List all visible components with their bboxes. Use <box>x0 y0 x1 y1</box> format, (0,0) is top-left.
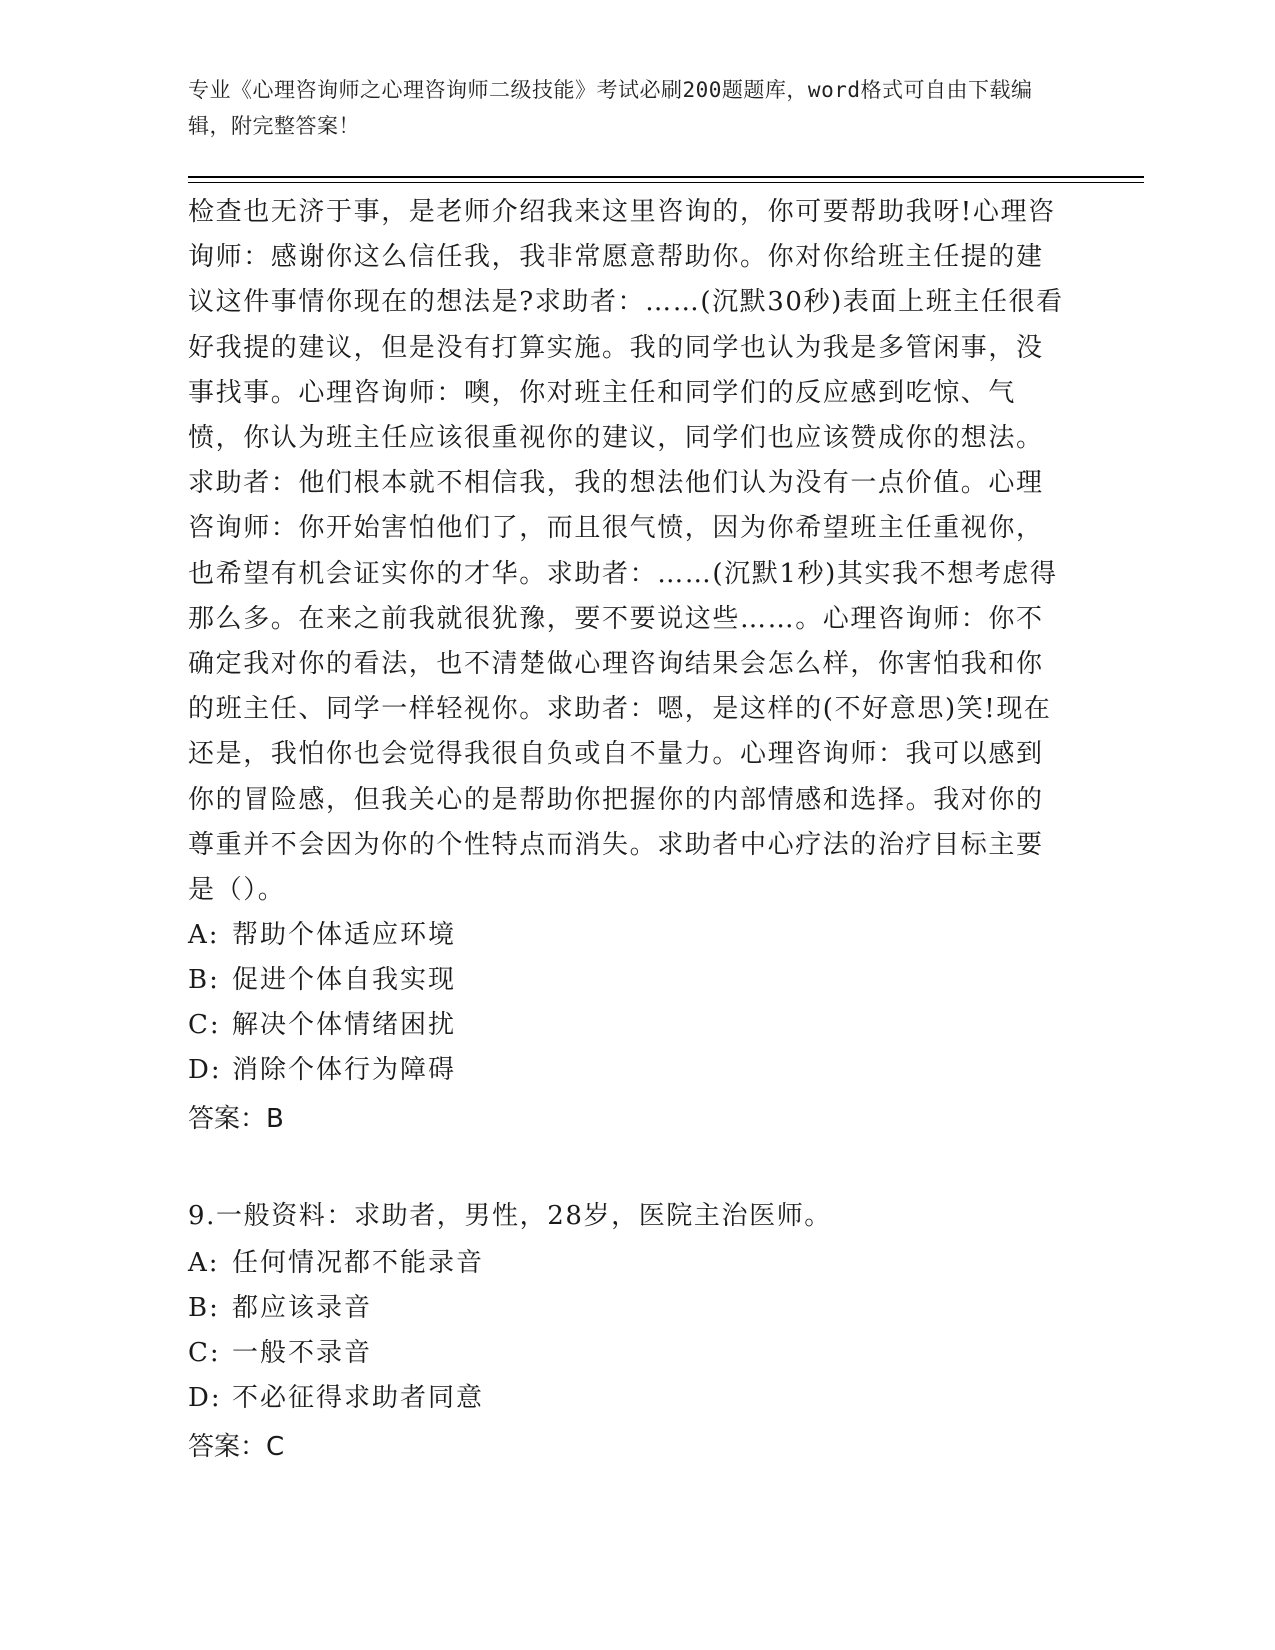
option-c <box>188 1331 1068 1376</box>
question-stem: 9.一般资料：求助者，男性，28岁，医院主治医师。 <box>188 1201 832 1232</box>
document-body <box>188 190 1068 1471</box>
answer-line: 答案：C <box>188 1432 285 1463</box>
option-key: A: <box>188 920 220 951</box>
option-d <box>188 1376 1068 1421</box>
option-text: 任何情况都不能录音 <box>232 1248 485 1279</box>
option-c <box>188 1003 1068 1048</box>
option-text: 解决个体情绪困扰 <box>232 1010 457 1041</box>
option-b <box>188 958 1068 1003</box>
option-a <box>188 1241 1068 1286</box>
answer-line: 答案：B <box>188 1104 284 1135</box>
option-key: D: <box>188 1055 222 1086</box>
option-a <box>188 913 1068 958</box>
document-header: 专业《心理咨询师之心理咨询师二级技能》考试必刷200题题库，word格式可自由下载编辑，附完整答案！ <box>188 78 1033 138</box>
header-divider-thick <box>188 176 1144 178</box>
option-text: 消除个体行为障碍 <box>232 1055 457 1086</box>
option-key: A: <box>188 1248 220 1279</box>
option-text: 一般不录音 <box>232 1338 373 1369</box>
option-key: B: <box>188 965 220 996</box>
option-b <box>188 1286 1068 1331</box>
option-key: B: <box>188 1293 220 1324</box>
option-text: 不必征得求助者同意 <box>232 1383 485 1414</box>
question-9 <box>188 1191 1068 1471</box>
option-key: D: <box>188 1383 222 1414</box>
option-d <box>188 1048 1068 1093</box>
header-divider-thin <box>188 182 1144 183</box>
question-8 <box>188 190 1068 1143</box>
option-text: 促进个体自我实现 <box>232 965 457 996</box>
option-text: 都应该录音 <box>232 1293 373 1324</box>
question-passage: 检查也无济于事，是老师介绍我来这里咨询的，你可要帮助我呀!心理咨询师：感谢你这么信任我，我非常愿意帮助你。你对你给班主任提的建议这件事情你现在的想法是?求助者：……(沉默30秒)表面上班主任很看好我提的建议，但是没有打算实施。我的同学也认为我是多管闲事，没事找事。心理咨询师：噢，你对班主任和同学们的反应感到吃惊、气愤，你认为班主任应该很重视你的建议，同学们也应该赞成你的想法。求助者：他们根本就不相信我，我的想法他们认为没有一点价值。心理咨询师：你开始害怕他们了，而且很气愤，因为你希望班主任重视你，也希望有机会证实你的才华。求助者：……(沉默1秒)其实我不想考虑得那么多。在来之前我就很犹豫，要不要说这些……。心理咨询师：你不确定我对你的看法，也不清楚做心理咨询结果会怎么样，你害怕我和你的班主任、同学一样轻视你。求助者：嗯，是这样的(不好意思)笑!现在还是，我怕你也会觉得我很自负或自不量力。心理咨询师：我可以感到你的冒险感，但我关心的是帮助你把握你的内部情感和选择。我对你的尊重并不会因为你的个性特点而消失。求助者中心疗法的治疗目标主要是（）。 <box>188 197 1064 906</box>
option-key: C: <box>188 1338 221 1369</box>
option-text: 帮助个体适应环境 <box>232 920 457 951</box>
option-key: C: <box>188 1010 221 1041</box>
